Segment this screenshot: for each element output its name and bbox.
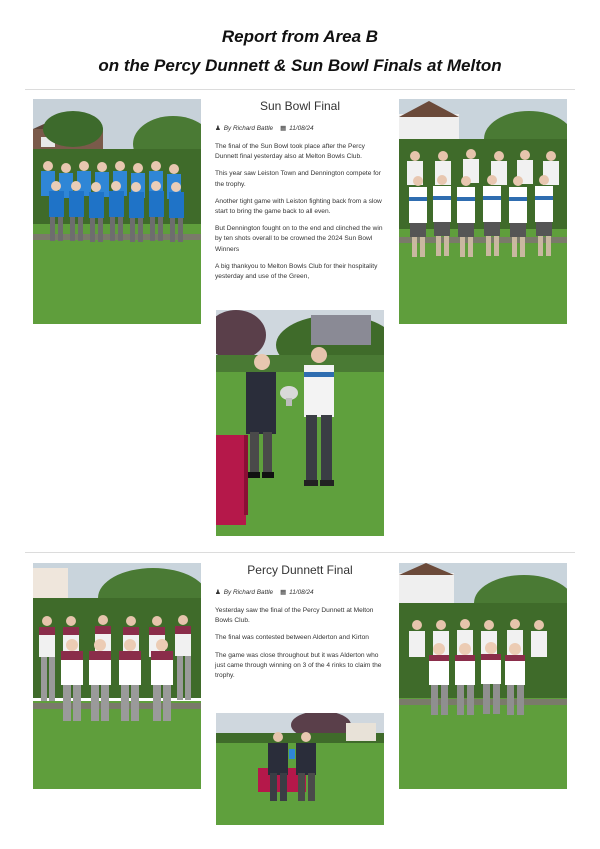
article-paragraph: The game was close throughout but it was Alderton who just came through winning on 3 of the 4 rinks to claim the trophy. — [215, 651, 382, 680]
user-icon: ♟ — [215, 125, 221, 132]
article-paragraph: A big thankyou to Melton Bowls Club for their hospitality yesterday and use of the Green, — [215, 262, 378, 281]
article-title: Percy Dunnett Final — [247, 563, 353, 577]
report-title-line1: Report from Area B — [221, 27, 379, 46]
article-sun-bowl — [215, 99, 385, 289]
team-photo-white-shirts — [399, 99, 567, 324]
article-meta — [215, 124, 385, 132]
trophy-presentation-photo-2 — [216, 713, 384, 825]
trophy-presentation-photo — [216, 310, 384, 536]
article-author: By Richard Battle — [223, 124, 274, 132]
article-date: 11/08/24 — [289, 124, 314, 132]
article-paragraph: Another tight game with Leiston fighting back from a slow start to bring the game back to all even. — [215, 197, 382, 216]
article-title: Sun Bowl Final — [259, 99, 341, 113]
user-icon: ♟ — [215, 589, 221, 596]
section-divider — [25, 89, 575, 90]
article-meta — [215, 588, 385, 596]
article-paragraph: This year saw Leiston Town and Dennington compete for the trophy. — [215, 170, 381, 188]
article-author: By Richard Battle — [223, 588, 274, 596]
section-divider — [25, 552, 575, 553]
calendar-icon: ▦ — [280, 125, 287, 132]
article-date: 11/08/24 — [289, 588, 314, 596]
article-percy-dunnett — [215, 563, 385, 688]
article-paragraph: Yesterday saw the final of the Percy Dunnett at Melton Bowls Club. — [215, 607, 374, 625]
calendar-icon: ▦ — [280, 589, 287, 596]
article-paragraph: The final of the Sun Bowl took place after the Percy Dunnett final yesterday also at Melton Bowls Club. — [215, 143, 365, 161]
team-photo-blue-shirts — [33, 99, 201, 324]
team-photo-maroon-shirts-2 — [399, 563, 567, 789]
report-title-line2: on the Percy Dunnett & Sun Bowl Finals at Melton — [98, 56, 502, 75]
team-photo-maroon-shirts — [33, 563, 201, 789]
article-paragraph: But Dennington fought on to the end and clinched the win by ten shots overall to be crowned the 2024 Sun Bowl Winners — [215, 225, 383, 253]
article-paragraph: The final was contested between Alderton and Kirton — [215, 634, 369, 642]
